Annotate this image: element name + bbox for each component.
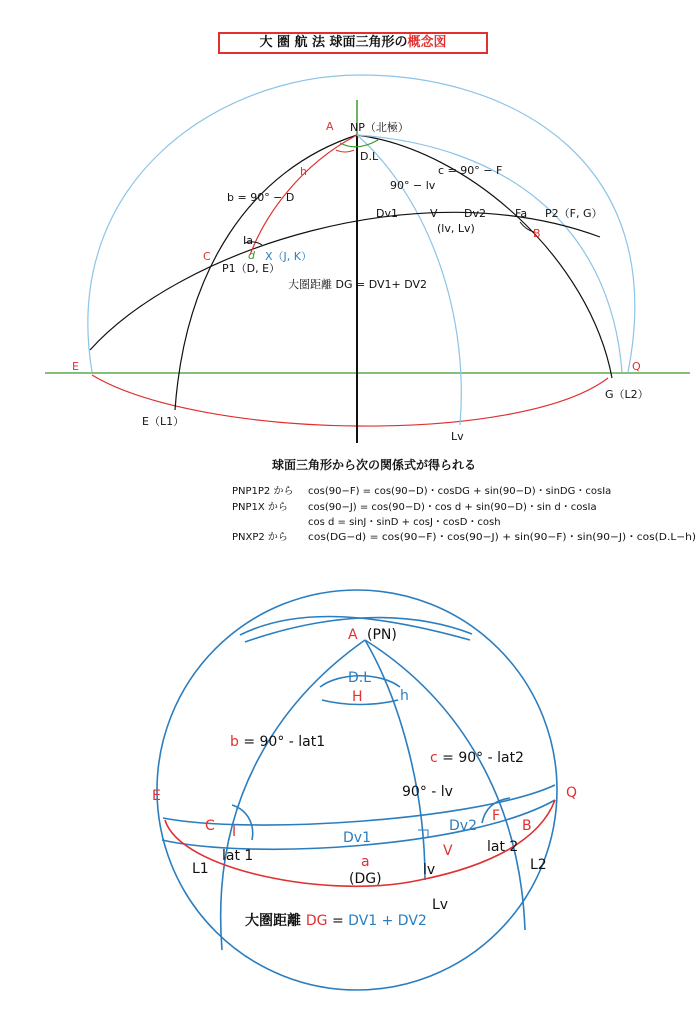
label2-dist-blue: DV1 + DV2	[348, 913, 427, 929]
angle-h	[336, 150, 354, 152]
label-b: b = 90° − D	[227, 191, 295, 204]
label2-h: h	[400, 688, 409, 704]
label2-PN: (PN)	[367, 627, 397, 643]
label2-F: F	[492, 808, 501, 824]
label-d: d	[248, 249, 255, 262]
label2-distance	[245, 912, 427, 929]
diagram-2-labels	[152, 627, 577, 929]
label2-lv: lv	[423, 862, 436, 878]
title-red: 概念図	[407, 35, 447, 50]
label2-dist-eq: =	[327, 913, 349, 929]
relation-1-label: PNP1X から	[232, 502, 288, 513]
label-Lv: Lv	[451, 430, 464, 443]
label-IvLv: (lv, Lv)	[437, 222, 475, 235]
label2-Dv2: Dv2	[449, 818, 477, 834]
label-P1: P1（D, E）	[222, 262, 281, 275]
label-Ia: Ia	[243, 234, 253, 247]
label2-L1: L1	[192, 861, 209, 877]
label2-b-line	[230, 734, 325, 750]
relation-2-formula: cos d = sinJ・sinD + cosJ・cosD・cosh	[308, 517, 501, 528]
label-DG: 大圏距離 DG = DV1+ DV2	[288, 278, 428, 291]
label2-C: C	[205, 818, 215, 834]
label-Dv1: Dv1	[376, 207, 398, 220]
label2-B: B	[522, 818, 532, 834]
label-P2: P2（F, G）	[545, 207, 603, 220]
label2-Q: Q	[566, 785, 578, 801]
label-Fa: Fa	[515, 207, 528, 220]
label-c: c = 90° − F	[438, 164, 503, 177]
relations-block	[232, 457, 696, 543]
label2-E: E	[152, 788, 161, 804]
relation-3-label: PNXP2 から	[232, 532, 288, 543]
label-X: X（J, K）	[265, 250, 312, 263]
label2-lv-angle: 90° - lv	[402, 784, 453, 800]
label2-DL: D.L	[348, 670, 372, 686]
label2-c: c	[430, 750, 438, 766]
label2-b: b	[230, 734, 239, 750]
label-C: C	[203, 250, 211, 263]
label2-Dv1: Dv1	[343, 830, 371, 846]
label-A: A	[326, 120, 334, 133]
label2-V: V	[443, 843, 453, 859]
label2-lat1: lat 1	[222, 848, 254, 864]
relation-1-formula: cos(90−J) = cos(90−D)・cos d + sin(90−D)・sin d・cosIa	[308, 502, 597, 513]
label2-b-rest: = 90° - lat1	[238, 734, 326, 750]
label2-Lv: Lv	[432, 897, 449, 913]
sphere-outline	[157, 590, 557, 990]
title-black: 大 圏 航 法 球面三角形の	[259, 35, 408, 50]
diagram-2	[157, 590, 557, 990]
label-Dv2: Dv2	[464, 207, 486, 220]
label2-A: A	[348, 627, 358, 643]
label-EL1: E（L1）	[142, 415, 185, 428]
label-NP: NP（北極）	[350, 121, 409, 134]
label-Q: Q	[632, 360, 641, 373]
label-B: B	[533, 227, 541, 240]
label2-c-line	[430, 750, 524, 766]
label2-dist-red: DG	[305, 913, 328, 929]
relations-heading: 球面三角形から次の関係式が得られる	[272, 458, 477, 472]
relation-0-formula: cos(90−F) = cos(90−D)・cosDG + sin(90−D)・sinDG・cosIa	[308, 486, 612, 497]
label2-a: a	[361, 854, 370, 870]
label2-lat2: lat 2	[487, 839, 519, 855]
label-GL2: G（L2）	[605, 388, 649, 401]
label2-I: I	[232, 824, 237, 840]
label2-c-rest: = 90° - lat2	[437, 750, 524, 766]
diagram-1-labels	[72, 120, 649, 443]
label-E: E	[72, 360, 79, 373]
label-V: V	[430, 207, 438, 220]
label-h: h	[300, 165, 307, 178]
label-DL: D.L	[360, 150, 379, 163]
label2-H: H	[352, 689, 363, 705]
label2-DG: (DG)	[349, 871, 382, 887]
label-lv-angle: 90° − lv	[390, 179, 436, 192]
label2-L2: L2	[530, 857, 547, 873]
relation-0-label: PNP1P2 から	[232, 486, 294, 497]
label2-dist-black: 大圏距離	[245, 913, 306, 929]
relation-3-formula: cos(DG−d) = cos(90−F)・cos(90−J) + sin(90−F)・sin(90−J)・cos(D.L−h)	[308, 532, 697, 543]
meridian-left	[221, 640, 365, 950]
